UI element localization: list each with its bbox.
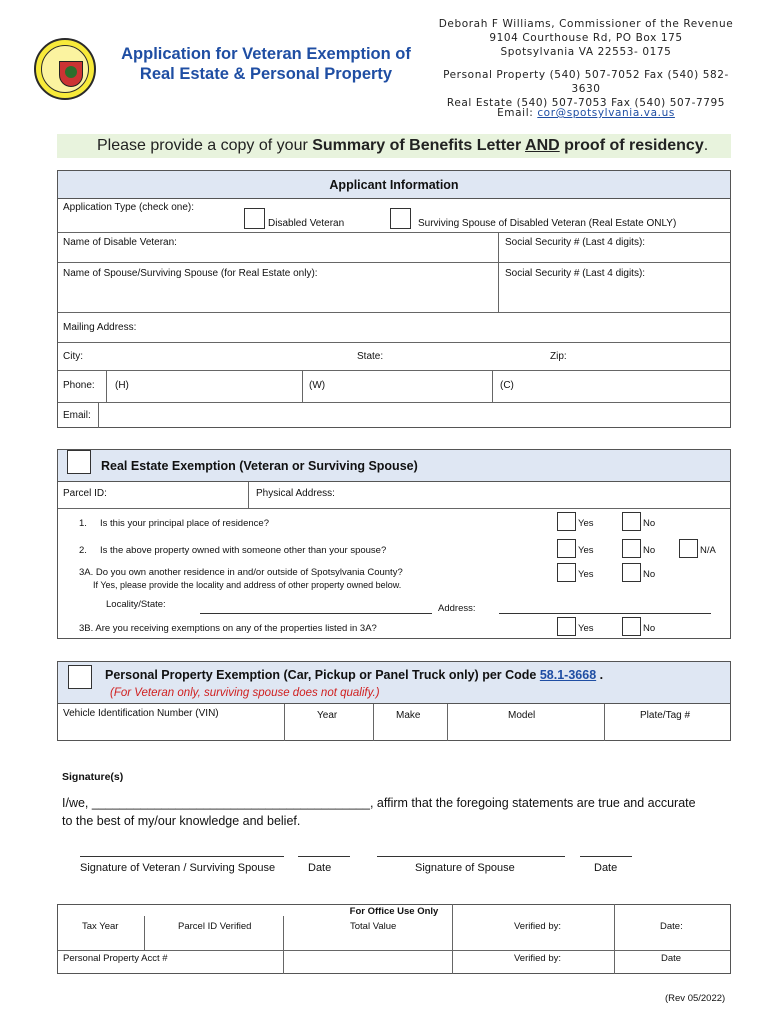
app-type-label: Application Type (check one): — [63, 202, 195, 213]
phone-work-field[interactable]: (W) — [309, 380, 326, 391]
email-field[interactable]: Email: — [63, 410, 91, 421]
real-estate-title: Real Estate Exemption (Veteran or Surviving Spouse) — [101, 459, 418, 473]
applicant-title: Applicant Information — [329, 178, 459, 192]
question-3a-sub: If Yes, please provide the locality and address of other property owned below. — [93, 580, 402, 590]
email-link[interactable]: cor@spotsylvania.va.us — [537, 107, 675, 119]
veteran-signature-label: Signature of Veteran / Surviving Spouse — [80, 862, 276, 874]
locality-input[interactable] — [200, 613, 432, 614]
spouse-signature-line[interactable] — [377, 856, 565, 857]
q3b-yes-checkbox[interactable] — [557, 617, 576, 636]
q3a-no-checkbox[interactable] — [622, 563, 641, 582]
date-label-1: Date — [308, 862, 332, 874]
plate-column[interactable]: Plate/Tag # — [640, 710, 691, 721]
q1-yes-checkbox[interactable] — [557, 512, 576, 531]
question-1: Is this your principal place of residence? — [100, 518, 269, 529]
city-field[interactable]: City: — [63, 351, 83, 362]
question-3a: 3A. Do you own another residence in and/or outside of Spotsylvania County? — [79, 567, 403, 578]
ssn-field-2[interactable]: Social Security # (Last 4 digits): — [505, 268, 646, 279]
office-date-label-2: Date — [661, 953, 682, 964]
affirmation-line2: to the best of my/our knowledge and belief. — [62, 814, 301, 828]
phone-label: Phone: — [63, 380, 95, 391]
physical-address-field[interactable]: Physical Address: — [256, 488, 335, 499]
page-title: Application for Veteran Exemption of Real Estate & Personal Property — [121, 45, 411, 83]
tax-year-label: Tax Year — [82, 921, 119, 932]
instruction-banner: Please provide a copy of your Summary of Benefits Letter AND proof of residency. — [57, 134, 731, 158]
personal-property-note: (For Veteran only, surviving spouse does not qualify.) — [110, 687, 380, 699]
office-phones: Personal Property (540) 507-7052 Fax (540) 582-3630 Real Estate (540) 507-7053 Fax (540) 507-7795 — [443, 69, 729, 109]
county-seal-logo — [34, 38, 96, 100]
state-field[interactable]: State: — [357, 351, 384, 362]
address-label: Address: — [438, 603, 476, 614]
spouse-signature-label: Signature of Spouse — [415, 862, 515, 874]
affirmation-line1: I/we, ________________________________________, affirm that the foregoing statements are true and accurate — [62, 796, 696, 810]
vin-column[interactable]: Vehicle Identification Number (VIN) — [63, 708, 219, 719]
q3b-no-checkbox[interactable] — [622, 617, 641, 636]
surviving-spouse-checkbox[interactable] — [390, 208, 411, 229]
spouse-name-field[interactable]: Name of Spouse/Surviving Spouse (for Real Estate only): — [63, 268, 318, 279]
q3a-yes-checkbox[interactable] — [557, 563, 576, 582]
q2-yes-checkbox[interactable] — [557, 539, 576, 558]
disabled-veteran-label: Disabled Veteran — [268, 218, 345, 229]
office-date-label-1: Date: — [660, 921, 683, 932]
q1-no-checkbox[interactable] — [622, 512, 641, 531]
other-address-input[interactable] — [499, 613, 711, 614]
signature-heading: Signature(s) — [62, 771, 124, 783]
verified-by-label-2: Verified by: — [514, 953, 561, 964]
q2-no-checkbox[interactable] — [622, 539, 641, 558]
disabled-veteran-checkbox[interactable] — [244, 208, 265, 229]
veteran-name-field[interactable]: Name of Disable Veteran: — [63, 237, 177, 248]
office-email: Email: cor@spotsylvania.va.us — [497, 107, 675, 119]
total-value-label: Total Value — [350, 921, 397, 932]
model-column[interactable]: Model — [508, 710, 536, 721]
question-3b: 3B. Are you receiving exemptions on any of the properties listed in 3A? — [79, 623, 377, 634]
veteran-signature-line[interactable] — [80, 856, 284, 857]
personal-property-checkbox[interactable] — [68, 665, 92, 689]
surviving-spouse-label: Surviving Spouse of Disabled Veteran (Real Estate ONLY) — [418, 218, 677, 229]
code-link[interactable]: 58.1-3668 — [539, 668, 597, 682]
question-2: Is the above property owned with someone other than your spouse? — [100, 545, 387, 556]
parcel-id-field[interactable]: Parcel ID: — [63, 488, 107, 499]
revision-label: (Rev 05/2022) — [665, 993, 726, 1004]
make-column[interactable]: Make — [396, 710, 421, 721]
personal-property-title: Personal Property Exemption (Car, Pickup or Panel Truck only) per Code 58.1-3668 . — [105, 668, 604, 682]
pp-acct-label: Personal Property Acct # — [63, 953, 168, 964]
ssn-field-1[interactable]: Social Security # (Last 4 digits): — [505, 237, 646, 248]
locality-label: Locality/State: — [106, 599, 166, 610]
year-column[interactable]: Year — [317, 710, 338, 721]
office-address: Deborah F Williams, Commissioner of the Revenue 9104 Courthouse Rd, PO Box 175 Spotsylvania VA 22553- 0175 — [438, 18, 734, 58]
real-estate-checkbox[interactable] — [67, 450, 91, 474]
office-use-title: For Office Use Only — [349, 906, 439, 917]
parcel-verified-label: Parcel ID Verified — [178, 921, 252, 932]
date-line-1[interactable] — [298, 856, 350, 857]
phone-cell-field[interactable]: (C) — [500, 380, 514, 391]
verified-by-label-1: Verified by: — [514, 921, 561, 932]
q2-na-checkbox[interactable] — [679, 539, 698, 558]
mailing-address-field[interactable]: Mailing Address: — [63, 322, 137, 333]
zip-field[interactable]: Zip: — [550, 351, 567, 362]
date-label-2: Date — [594, 862, 618, 874]
date-line-2[interactable] — [580, 856, 632, 857]
phone-home-field[interactable]: (H) — [115, 380, 129, 391]
